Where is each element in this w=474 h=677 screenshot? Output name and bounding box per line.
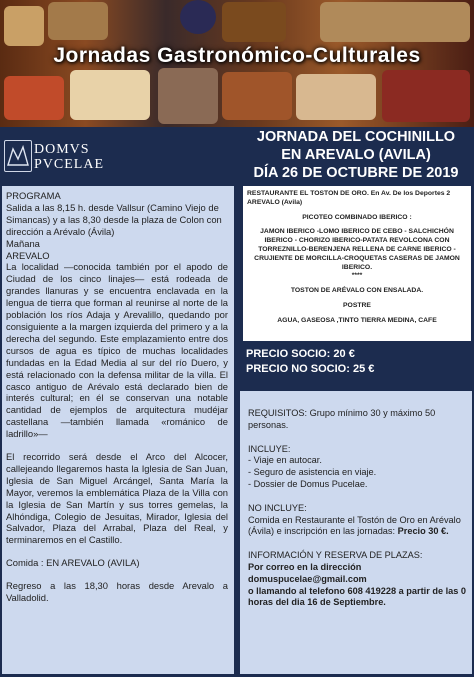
program-title: PROGRAMA <box>6 190 61 201</box>
domus-pucelae-logo <box>4 138 104 178</box>
building-photo <box>48 2 108 40</box>
info-booking-line-1: Por correo en la dirección <box>248 561 362 572</box>
info-excludes <box>248 515 468 539</box>
program-description: La localidad —conocida también por el apodo de Ciudad de los cinco linajes— está rodeada de grandes llanuras y se encuentra enclavada en la lengua de tierra que forman al reunirse al norte de la población los ríos Adaja y Arevalillo, quedando por consiguiente a la margen izquierda del primero y a la derecha del segundo. Este emplazamiento entre dos cursos de agua es típico de muchas localidades fundadas en la Edad Media al sur del río Duero, y está relacionado con la defensa militar de la villa. El casco antiguo de Arévalo está declarado bien de interés cultural; en él se conservan una notable cantidad de ejemplos de arquitectura mudéjar castellana —también llamada «románico de ladrillo»— <box>6 261 228 440</box>
menu-dessert-title: POSTRE <box>343 301 371 309</box>
sausage-photo <box>4 76 64 120</box>
program-return: Regreso a las 18,30 horas desde Arevalo a Valladolid. <box>6 580 228 604</box>
info-includes-item: - Seguro de asistencia en viaje. <box>248 467 377 478</box>
window-photo <box>158 68 218 124</box>
banner-title: Jornadas Gastronómico-Culturales <box>53 44 421 67</box>
fish-photo <box>296 74 376 120</box>
program-meal: Comida : EN AREVALO (AVILA) <box>6 557 140 569</box>
program-place: AREVALO <box>6 249 50 261</box>
info-excludes-price: Precio 30 €. <box>397 526 449 537</box>
price-member: PRECIO SOCIO: 20 € <box>246 348 355 360</box>
info-booking-email[interactable]: domuspucelae@gmail.com <box>248 573 367 584</box>
menu-starter-items: JAMON IBERICO -LOMO IBERICO DE CEBO - SALCHICHÓN IBERICO - CHORIZO IBERICO-PATATA REVOLCONA CON TORREZNILLO-BERENJENA RELLENA DE CARNE IBERICO - CRUJIENTE DE MORCILLA-CROQUETAS CASERAS DE JAMON IBERICO. <box>254 228 460 271</box>
event-headline <box>240 128 472 182</box>
info-includes-item: - Viaje en autocar. <box>248 455 322 466</box>
info-includes-item: - Dossier de Domus Pucelae. <box>248 478 368 489</box>
program-text <box>6 190 228 604</box>
headline-line-2: EN AREVALO (AVILA) <box>281 147 431 163</box>
menu-separator: **** <box>351 272 363 280</box>
headline-date: DÍA 26 DE OCTUBRE DE 2019 <box>253 165 459 181</box>
header-banner <box>0 0 474 127</box>
info-booking-line-2: o llamando al telefono 608 419228 a partir de las 0 horas del dia 16 de Septiembre. <box>248 585 467 608</box>
logo-line-1: DOMVS <box>34 142 90 157</box>
info-includes-title: INCLUYE: <box>248 443 291 454</box>
logo-line-2: PVCELAE <box>34 157 104 172</box>
headline-line-1: JORNADA DEL COCHINILLO <box>256 129 456 145</box>
food-photo <box>4 6 44 46</box>
chorizo-photo <box>382 70 470 122</box>
menu-starter-title: PICOTEO COMBINADO IBERICO : <box>302 213 412 221</box>
menu-restaurant: RESTAURANTE EL TOSTON DE ORO. En Av. De los Deportes 2 AREVALO (Avila) <box>247 190 451 206</box>
info-booking-title: INFORMACIÓN Y RESERVA DE PLAZAS: <box>248 550 423 561</box>
menu-main-course: TOSTON DE ARÉVALO CON ENSALADA. <box>290 287 424 295</box>
sculpture-photo <box>320 2 470 42</box>
info-requirements: REQUISITOS: Grupo mínimo 30 y máximo 50 personas. <box>248 408 436 430</box>
menu-drinks: AGUA, GASEOSA ,TINTO TIERRA MEDINA, CAFE <box>277 316 437 324</box>
tapas-photo <box>70 70 150 120</box>
logo-mark-icon <box>4 140 32 172</box>
info-excludes-text: Comida en Restaurante el Tostón de Oro en Arévalo (Ávila) e inscripción en las jornadas: <box>248 514 461 537</box>
menu-text <box>247 190 467 326</box>
info-excludes-title: NO INCLUYE: <box>248 502 307 513</box>
barrels-photo <box>222 2 286 42</box>
program-departure: Salida a las 8,15 h. desde Vallsur (Camino Viejo de Simancas) y a las 8,30 desde la plaza de Colon con dirección a Arévalo (Ávila) <box>6 201 222 237</box>
info-text <box>248 408 468 609</box>
price-non-member: PRECIO NO SOCIO: 25 € <box>246 363 375 375</box>
grapes-photo <box>180 0 216 34</box>
program-morning: Mañana <box>6 237 40 249</box>
roast-photo <box>222 72 292 120</box>
program-route: El recorrido será desde el Arco del Alcocer, callejeando llegaremos hasta la Iglesia de San Juan, Iglesia de San Miguel Arcángel, Santa María la Mayor, veremos la emblemática Plaza de la Villa con la Iglesia de San Martín y sus torres gemelas, la Alhóndiga, Colegio de Jesuitas, Mirador, Iglesia del Salvador, Plaza del Arrabal, Plaza del Real, y terminaremos en el Castillo. <box>6 451 228 546</box>
